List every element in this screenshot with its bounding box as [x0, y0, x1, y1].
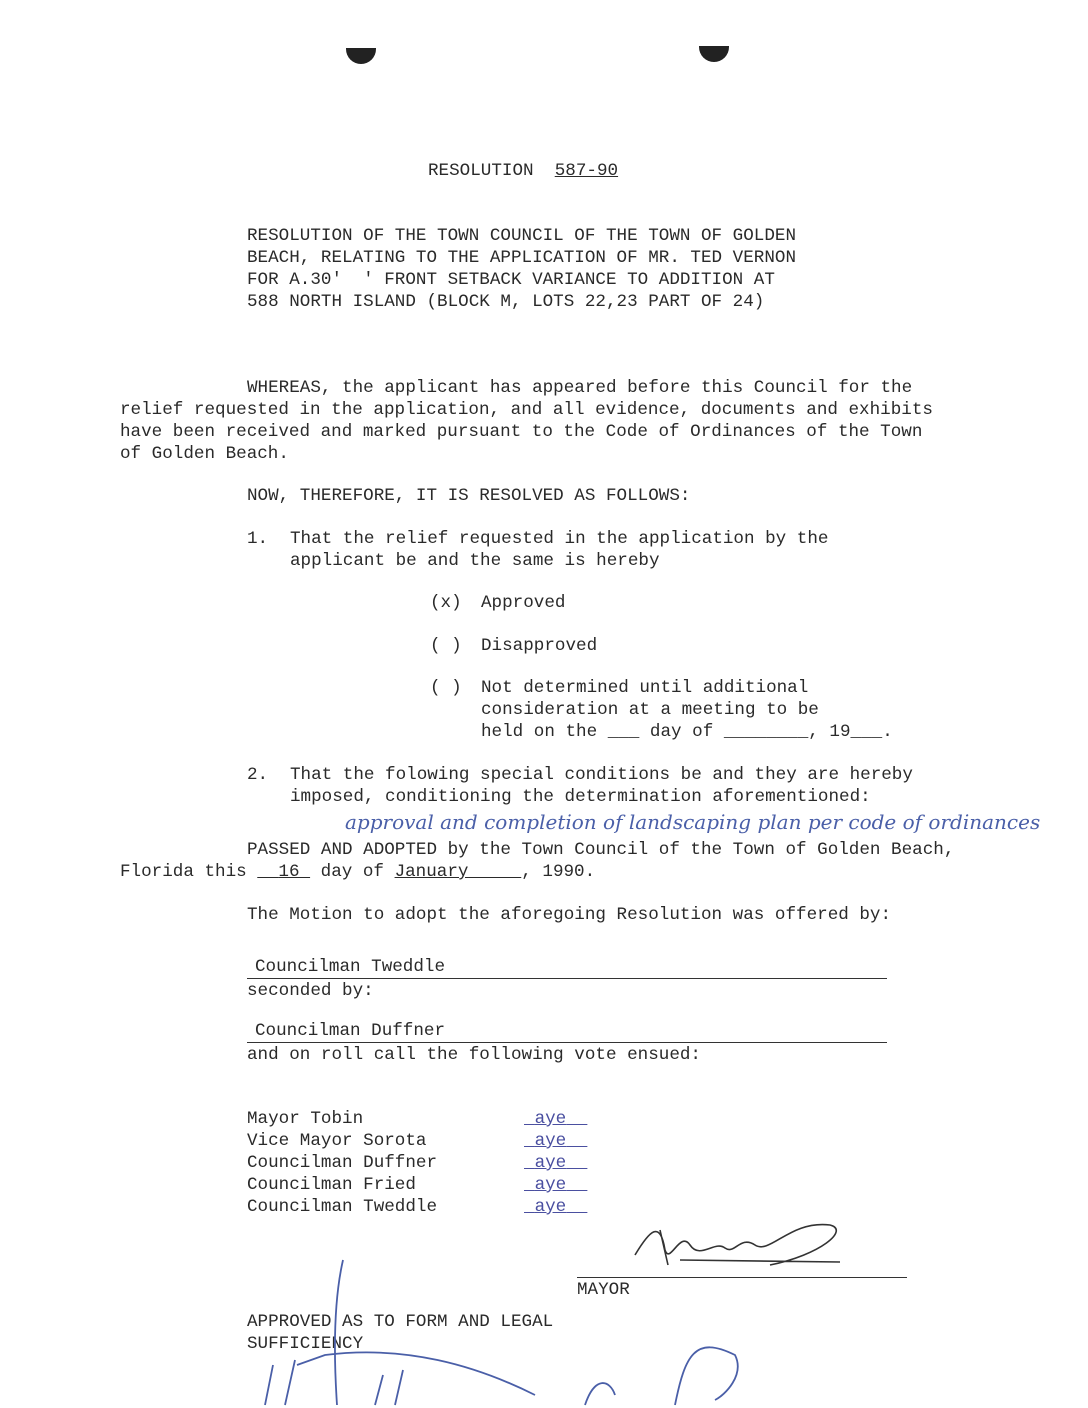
passed-line: PASSED AND ADOPTED by the Town Council of the Town of Golden Beach,: [247, 840, 955, 860]
resolved-heading: NOW, THEREFORE, IT IS RESOLVED AS FOLLOWS:: [247, 486, 691, 506]
motion-line: The Motion to adopt the aforegoing Resolution was offered by:: [247, 905, 892, 925]
passed-month: January: [394, 862, 469, 882]
voter-name: Vice Mayor Sorota: [247, 1131, 427, 1151]
voter-name: Councilman Fried: [247, 1175, 416, 1195]
punch-hole-right: [699, 46, 729, 62]
item1-line: That the relief requested in the application by the: [290, 529, 829, 549]
passed-day: 16: [278, 862, 300, 882]
title-label: RESOLUTION: [428, 161, 534, 181]
item-number: 1.: [247, 529, 269, 549]
passed-date-line: [120, 861, 595, 883]
item2-line: That the folowing special conditions be and they are hereby: [290, 765, 913, 785]
option-not-determined: held on the ___ day of ________, 19___.: [481, 722, 893, 742]
seconded-label: seconded by:: [247, 981, 374, 1001]
vote: aye: [534, 1131, 567, 1151]
offered-by: Councilman Tweddle: [255, 957, 446, 977]
attorney-signature: [255, 1255, 755, 1408]
punch-hole-left: [346, 48, 376, 64]
handwritten-condition: approval and completion of landscaping plan per code of ordinances: [345, 810, 1041, 834]
whereas-line: relief requested in the application, and all evidence, documents and exhibits: [120, 400, 933, 420]
voter-name: Councilman Duffner: [247, 1153, 438, 1173]
vote: aye: [534, 1153, 567, 1173]
voter-name: Councilman Tweddle: [247, 1197, 438, 1217]
option-not-determined: Not determined until additional: [481, 678, 809, 698]
vote: aye: [534, 1197, 567, 1217]
resolution-number: 587-90: [554, 161, 619, 181]
approved-form-line: SUFFICIENCY: [247, 1334, 364, 1354]
approved-checkbox: (x): [430, 593, 462, 613]
option-disapproved: Disapproved: [481, 636, 598, 656]
disapproved-checkbox: ( ): [430, 636, 462, 656]
vote: aye: [534, 1109, 567, 1129]
item2-line: imposed, conditioning the determination aforementioned:: [290, 787, 871, 807]
item1-line: applicant be and the same is hereby: [290, 551, 660, 571]
whereas-line: of Golden Beach.: [120, 444, 289, 464]
heading-line: FOR A.30' ' FRONT SETBACK VARIANCE TO ADDITION AT: [247, 270, 775, 290]
voter-name: Mayor Tobin: [247, 1109, 364, 1129]
heading-line: RESOLUTION OF THE TOWN COUNCIL OF THE TOWN OF GOLDEN: [247, 226, 797, 246]
vote: aye: [534, 1175, 567, 1195]
offered-by-rule: [247, 978, 887, 979]
passed-mid: day of: [320, 862, 384, 882]
whereas-line: WHEREAS, the applicant has appeared before this Council for the: [247, 378, 913, 398]
approved-form-line: APPROVED AS TO FORM AND LEGAL: [247, 1312, 554, 1332]
option-approved: Approved: [481, 593, 566, 613]
heading-line: BEACH, RELATING TO THE APPLICATION OF MR. TED VERNON: [247, 248, 797, 268]
passed-prefix: Florida this: [120, 862, 247, 882]
not-determined-checkbox: ( ): [430, 678, 462, 698]
seconded-by-rule: [247, 1042, 887, 1043]
option-not-determined: consideration at a meeting to be: [481, 700, 819, 720]
roll-call-line: and on roll call the following vote ensued:: [247, 1045, 701, 1065]
title: [428, 160, 618, 182]
heading-line: 588 NORTH ISLAND (BLOCK M, LOTS 22,23 PART OF 24): [247, 292, 765, 312]
passed-year: , 1990.: [521, 862, 596, 882]
whereas-line: have been received and marked pursuant to the Code of Ordinances of the Town: [120, 422, 923, 442]
seconded-by: Councilman Duffner: [255, 1021, 446, 1041]
mayor-label: MAYOR: [577, 1280, 630, 1300]
item-number: 2.: [247, 765, 269, 785]
